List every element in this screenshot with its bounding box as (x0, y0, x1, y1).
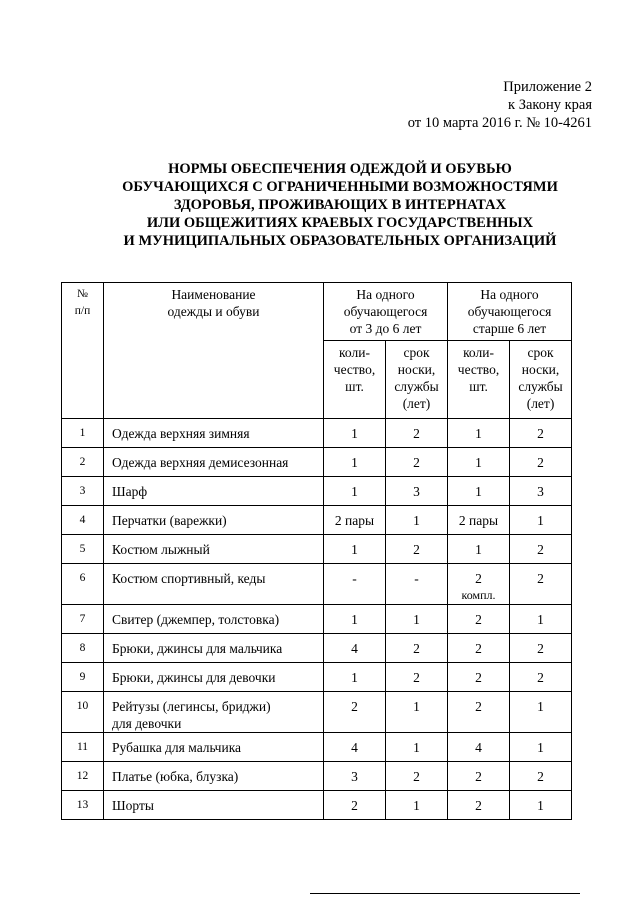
cell-text: 2 (475, 769, 482, 784)
cell-term-6-plus (510, 791, 572, 820)
cell-term-3-6 (386, 535, 448, 564)
header-group-3-6 (324, 283, 448, 341)
cell-text: 1 (475, 426, 482, 441)
cell-qty-6-plus (448, 733, 510, 762)
cell-text: 4 (351, 641, 358, 656)
header-text: чество, (333, 362, 376, 377)
cell-name (104, 733, 324, 762)
cell-text: 13 (76, 799, 89, 811)
cell-name (104, 634, 324, 663)
subheader-quantity (448, 341, 510, 419)
cell-qty-6-plus (448, 448, 510, 477)
appendix-line: к Закону края (508, 97, 592, 113)
cell-num (62, 506, 104, 535)
cell-text: 1 (475, 484, 482, 499)
header-text: обучающегося (467, 304, 552, 319)
header-text: обучающегося (343, 304, 428, 319)
cell-name (104, 535, 324, 564)
next-page-edge (310, 893, 580, 894)
title-line: И МУНИЦИПАЛЬНЫХ ОБРАЗОВАТЕЛЬНЫХ ОРГАНИЗАЦИЙ (123, 233, 557, 249)
table-row (62, 564, 572, 605)
title-line: НОРМЫ ОБЕСПЕЧЕНИЯ ОДЕЖДОЙ И ОБУВЬЮ (168, 161, 512, 177)
header-text: срок (527, 345, 554, 360)
cell-text: 11 (76, 741, 89, 753)
cell-text: 1 (413, 740, 420, 755)
clothing-norms-table (61, 282, 572, 820)
cell-term-3-6 (386, 605, 448, 634)
cell-text: 3 (413, 484, 420, 499)
cell-text: 1 (413, 612, 420, 627)
header-text: На одного (356, 287, 415, 302)
cell-text-extra: для девочки (112, 716, 182, 731)
cell-text: 2 (537, 571, 544, 586)
cell-term-6-plus (510, 564, 572, 605)
header-text: службы (394, 379, 439, 394)
cell-text: 2 пары (334, 513, 375, 528)
cell-text: 3 (537, 484, 544, 499)
header-num (62, 283, 104, 419)
cell-text: 2 (413, 769, 420, 784)
cell-text: - (352, 571, 357, 586)
cell-text: 2 (79, 456, 86, 468)
table-row (62, 733, 572, 762)
cell-term-3-6 (386, 506, 448, 535)
header-text: от 3 до 6 лет (349, 321, 422, 336)
table-header-row (62, 283, 572, 341)
cell-term-6-plus (510, 634, 572, 663)
cell-name (104, 762, 324, 791)
cell-term-3-6 (386, 448, 448, 477)
appendix-line: от 10 марта 2016 г. № 10-4261 (407, 115, 592, 131)
cell-text-extra: компл. (461, 588, 496, 602)
cell-num (62, 535, 104, 564)
cell-text: 1 (351, 612, 358, 627)
cell-term-3-6 (386, 419, 448, 448)
cell-term-6-plus (510, 663, 572, 692)
cell-text: 2 (475, 798, 482, 813)
cell-text: Шорты (112, 798, 154, 813)
header-text: шт. (469, 379, 488, 394)
title-line: ЗДОРОВЬЯ, ПРОЖИВАЮЩИХ В ИНТЕРНАТАХ (173, 197, 507, 213)
header-text: носки, (397, 362, 436, 377)
cell-text: 2 (537, 426, 544, 441)
cell-num (62, 448, 104, 477)
cell-term-3-6 (386, 663, 448, 692)
table-row (62, 634, 572, 663)
cell-qty-6-plus (448, 477, 510, 506)
cell-qty-6-plus (448, 564, 510, 605)
cell-term-3-6 (386, 564, 448, 605)
cell-name (104, 692, 324, 733)
cell-text: 7 (79, 613, 86, 625)
table-row (62, 762, 572, 791)
cell-text: Одежда верхняя демисезонная (112, 455, 289, 470)
header-text: (лет) (526, 396, 555, 411)
table-row (62, 663, 572, 692)
cell-text: Костюм лыжный (112, 542, 210, 557)
cell-text: Брюки, джинсы для девочки (112, 670, 276, 685)
title-line: ИЛИ ОБЩЕЖИТИЯХ КРАЕВЫХ ГОСУДАРСТВЕННЫХ (146, 215, 534, 231)
subheader-term (510, 341, 572, 419)
cell-text: 1 (475, 542, 482, 557)
header-group-6-plus (448, 283, 572, 341)
cell-name (104, 663, 324, 692)
cell-term-6-plus (510, 477, 572, 506)
cell-term-3-6 (386, 733, 448, 762)
cell-qty-3-6 (324, 605, 386, 634)
cell-text: 1 (537, 513, 544, 528)
cell-text: Свитер (джемпер, толстовка) (112, 612, 280, 627)
cell-text: 1 (351, 670, 358, 685)
header-text: срок (403, 345, 430, 360)
cell-term-6-plus (510, 733, 572, 762)
cell-qty-3-6 (324, 477, 386, 506)
cell-name (104, 506, 324, 535)
header-text: чество, (457, 362, 500, 377)
cell-qty-3-6 (324, 663, 386, 692)
cell-text: 2 (413, 641, 420, 656)
cell-text: 5 (79, 543, 86, 555)
cell-text: Брюки, джинсы для мальчика (112, 641, 283, 656)
cell-text: 6 (79, 572, 86, 584)
table-row (62, 419, 572, 448)
header-text: п/п (74, 305, 91, 317)
cell-term-6-plus (510, 448, 572, 477)
cell-term-6-plus (510, 762, 572, 791)
header-text: старше 6 лет (472, 321, 547, 336)
cell-text: Перчатки (варежки) (112, 513, 227, 528)
cell-term-6-plus (510, 535, 572, 564)
cell-text: 2 (475, 670, 482, 685)
cell-qty-3-6 (324, 634, 386, 663)
subheader-quantity (324, 341, 386, 419)
cell-text: 1 (351, 542, 358, 557)
cell-num (62, 733, 104, 762)
cell-qty-6-plus (448, 634, 510, 663)
cell-text: Платье (юбка, блузка) (112, 769, 239, 784)
cell-text: 2 (537, 455, 544, 470)
cell-name (104, 605, 324, 634)
table-row (62, 535, 572, 564)
cell-term-6-plus (510, 692, 572, 733)
cell-term-3-6 (386, 692, 448, 733)
cell-text: Костюм спортивный, кеды (112, 571, 266, 586)
cell-term-6-plus (510, 506, 572, 535)
header-text: коли- (339, 345, 370, 360)
cell-text: Одежда верхняя зимняя (112, 426, 250, 441)
header-text: коли- (463, 345, 494, 360)
cell-text: 2 (475, 699, 482, 714)
cell-qty-6-plus (448, 605, 510, 634)
cell-text: 8 (79, 642, 86, 654)
cell-text: 2 пары (458, 513, 499, 528)
cell-text: 2 (475, 612, 482, 627)
cell-text: 2 (475, 641, 482, 656)
cell-num (62, 692, 104, 733)
cell-text: 2 (413, 426, 420, 441)
cell-term-3-6 (386, 477, 448, 506)
cell-text: Рубашка для мальчика (112, 740, 242, 755)
cell-text: 4 (79, 514, 86, 526)
cell-text: 2 (351, 798, 358, 813)
cell-text: 2 (475, 571, 482, 586)
cell-text: 1 (79, 427, 86, 439)
header-text: На одного (480, 287, 539, 302)
subheader-term (386, 341, 448, 419)
cell-text: 1 (537, 612, 544, 627)
table-row (62, 506, 572, 535)
cell-qty-6-plus (448, 663, 510, 692)
cell-name (104, 477, 324, 506)
cell-qty-6-plus (448, 791, 510, 820)
cell-term-3-6 (386, 791, 448, 820)
cell-name (104, 791, 324, 820)
cell-text: 1 (537, 740, 544, 755)
cell-text: 3 (79, 485, 86, 497)
header-text: службы (518, 379, 563, 394)
header-text: носки, (521, 362, 560, 377)
cell-text: 2 (537, 769, 544, 784)
table-row (62, 791, 572, 820)
cell-text: 2 (413, 670, 420, 685)
cell-qty-6-plus (448, 692, 510, 733)
cell-text: 1 (475, 455, 482, 470)
cell-qty-3-6 (324, 535, 386, 564)
cell-text: - (414, 571, 419, 586)
cell-qty-3-6 (324, 564, 386, 605)
cell-text: 1 (413, 699, 420, 714)
cell-text: 2 (537, 542, 544, 557)
cell-qty-3-6 (324, 419, 386, 448)
cell-text: 1 (537, 699, 544, 714)
cell-term-3-6 (386, 762, 448, 791)
cell-text: 1 (351, 484, 358, 499)
table-row (62, 692, 572, 733)
cell-qty-3-6 (324, 692, 386, 733)
cell-text: 1 (413, 798, 420, 813)
cell-text: 3 (351, 769, 358, 784)
header-text: № (77, 288, 88, 300)
cell-num (62, 791, 104, 820)
cell-num (62, 419, 104, 448)
document-title (60, 160, 620, 250)
table-row (62, 605, 572, 634)
cell-text: 2 (351, 699, 358, 714)
cell-name (104, 419, 324, 448)
cell-text: 4 (351, 740, 358, 755)
cell-term-6-plus (510, 419, 572, 448)
cell-qty-3-6 (324, 733, 386, 762)
appendix-line: Приложение 2 (503, 79, 592, 95)
header-text: Наименование (171, 287, 256, 302)
cell-num (62, 605, 104, 634)
cell-text: 2 (413, 542, 420, 557)
cell-qty-3-6 (324, 762, 386, 791)
cell-text: 2 (537, 641, 544, 656)
cell-qty-3-6 (324, 448, 386, 477)
cell-text: 10 (76, 700, 89, 712)
cell-term-6-plus (510, 605, 572, 634)
appendix-reference (408, 78, 592, 132)
cell-term-3-6 (386, 634, 448, 663)
title-line: ОБУЧАЮЩИХСЯ С ОГРАНИЧЕННЫМИ ВОЗМОЖНОСТЯМИ (122, 179, 558, 195)
cell-name (104, 448, 324, 477)
cell-text: 1 (413, 513, 420, 528)
header-name (104, 283, 324, 419)
cell-qty-3-6 (324, 506, 386, 535)
cell-text: 12 (76, 770, 89, 782)
cell-num (62, 564, 104, 605)
cell-text: 9 (79, 671, 86, 683)
cell-text: 1 (351, 455, 358, 470)
cell-text: 1 (351, 426, 358, 441)
cell-text: Рейтузы (легинсы, бриджи) (112, 699, 271, 714)
cell-num (62, 477, 104, 506)
cell-name (104, 564, 324, 605)
cell-text: 1 (537, 798, 544, 813)
cell-qty-6-plus (448, 762, 510, 791)
cell-num (62, 634, 104, 663)
cell-text: 4 (475, 740, 482, 755)
header-text: шт. (345, 379, 364, 394)
cell-qty-6-plus (448, 506, 510, 535)
cell-num (62, 762, 104, 791)
cell-num (62, 663, 104, 692)
cell-text: 2 (413, 455, 420, 470)
table-row (62, 448, 572, 477)
header-text: (лет) (402, 396, 431, 411)
cell-qty-6-plus (448, 535, 510, 564)
header-text: одежды и обуви (167, 304, 260, 319)
cell-text: 2 (537, 670, 544, 685)
table-row (62, 477, 572, 506)
cell-qty-6-plus (448, 419, 510, 448)
cell-qty-3-6 (324, 791, 386, 820)
cell-text: Шарф (112, 484, 148, 499)
